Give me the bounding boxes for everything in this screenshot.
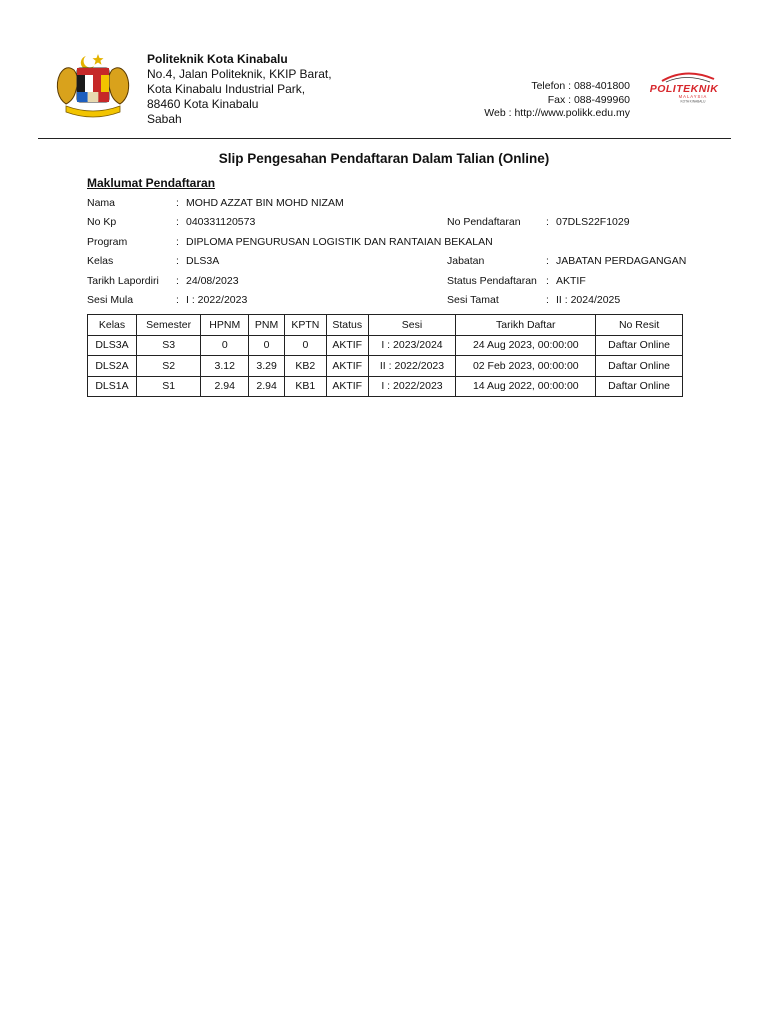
table-cell: AKTIF [326, 376, 368, 397]
logo-subtitle: MALAYSIA [678, 94, 708, 99]
table-cell: Daftar Online [596, 356, 683, 377]
semester-history-table [87, 314, 683, 397]
table-cell: S2 [136, 356, 200, 377]
value-tarikh-lapordiri: 24/08/2023 [186, 275, 239, 287]
table-header-row [88, 315, 683, 336]
colon: : [546, 275, 549, 287]
institution-address [147, 52, 332, 127]
column-header: HPNM [201, 315, 249, 336]
label-no-kp: No Kp [87, 216, 117, 228]
table-cell: 2.94 [201, 376, 249, 397]
logo-subtitle-2: KOTA KINABALU [680, 99, 706, 104]
table-cell: 0 [249, 335, 285, 356]
colon: : [546, 294, 549, 306]
value-nama: MOHD AZZAT BIN MOHD NIZAM [186, 197, 344, 209]
table-cell: 24 Aug 2023, 00:00:00 [456, 335, 596, 356]
label-program: Program [87, 236, 128, 248]
column-header: Status [326, 315, 368, 336]
colon: : [176, 197, 179, 209]
label-sesi-mula: Sesi Mula [87, 294, 134, 306]
colon: : [546, 216, 549, 228]
table-cell: AKTIF [326, 356, 368, 377]
table-cell: DLS1A [88, 376, 137, 397]
address-line: Sabah [147, 112, 182, 126]
table-cell: KB1 [284, 376, 326, 397]
table-cell: Daftar Online [596, 376, 683, 397]
telephone: Telefon : 088-401800 [531, 80, 630, 92]
table-cell: S1 [136, 376, 200, 397]
column-header: Tarikh Daftar [456, 315, 596, 336]
table-cell: 0 [201, 335, 249, 356]
value-sesi-tamat: II : 2024/2025 [556, 294, 621, 306]
colon: : [176, 255, 179, 267]
table-row [88, 335, 683, 356]
table-cell: DLS2A [88, 356, 137, 377]
column-header: PNM [249, 315, 285, 336]
table-cell: II : 2022/2023 [368, 356, 456, 377]
institution-name: Politeknik Kota Kinabalu [147, 52, 288, 66]
table-cell: I : 2023/2024 [368, 335, 456, 356]
fax: Fax : 088-499960 [547, 93, 630, 106]
table-cell: 3.12 [201, 356, 249, 377]
value-jabatan: JABATAN PERDAGANGAN [556, 255, 687, 267]
value-kelas: DLS3A [186, 255, 220, 267]
label-jabatan: Jabatan [447, 255, 485, 267]
value-program: DIPLOMA PENGURUSAN LOGISTIK DAN RANTAIAN BEKALAN [186, 236, 493, 248]
coat-of-arms-icon [52, 50, 134, 118]
address-line: No.4, Jalan Politeknik, KKIP Barat, [147, 67, 332, 81]
table-cell: DLS3A [88, 335, 137, 356]
column-header: Sesi [368, 315, 456, 336]
table-cell: I : 2022/2023 [368, 376, 456, 397]
logo-word: POLITEKNIK [649, 83, 719, 95]
table-row [88, 356, 683, 377]
table-cell: 3.29 [249, 356, 285, 377]
website: Web : http://www.polikk.edu.my [484, 107, 630, 119]
address-line: 88460 Kota Kinabalu [147, 97, 259, 111]
value-no-kp: 040331120573 [186, 216, 256, 228]
table-cell: 02 Feb 2023, 00:00:00 [456, 356, 596, 377]
page-title: Slip Pengesahan Pendaftaran Dalam Talian (Online) [218, 151, 550, 166]
table-cell: KB2 [284, 356, 326, 377]
column-header: Semester [136, 315, 200, 336]
letterhead [0, 0, 768, 140]
table-cell: 0 [284, 335, 326, 356]
table-cell: Daftar Online [596, 335, 683, 356]
label-sesi-tamat: Sesi Tamat [447, 294, 499, 306]
label-tarikh-lapordiri: Tarikh Lapordiri [87, 275, 159, 287]
colon: : [546, 255, 549, 267]
value-sesi-mula: I : 2022/2023 [186, 294, 248, 306]
politeknik-logo [640, 70, 728, 104]
table-row [88, 376, 683, 397]
table-cell: 14 Aug 2022, 00:00:00 [456, 376, 596, 397]
label-no-pendaftaran: No Pendaftaran [447, 216, 521, 228]
table-cell: S3 [136, 335, 200, 356]
column-header: No Resit [596, 315, 683, 336]
address-line: Kota Kinabalu Industrial Park, [147, 82, 306, 96]
table-cell: AKTIF [326, 335, 368, 356]
label-nama: Nama [87, 197, 116, 209]
header-divider [38, 138, 731, 139]
value-status-pendaftaran: AKTIF [556, 275, 586, 287]
value-no-pendaftaran: 07DLS22F1029 [556, 216, 630, 228]
colon: : [176, 275, 179, 287]
label-status-pendaftaran: Status Pendaftaran [447, 275, 537, 287]
column-header: KPTN [284, 315, 326, 336]
column-header: Kelas [88, 315, 137, 336]
contact-info [484, 80, 630, 121]
colon: : [176, 236, 179, 248]
section-title: Maklumat Pendaftaran [87, 176, 216, 190]
colon: : [176, 294, 179, 306]
table-cell: 2.94 [249, 376, 285, 397]
colon: : [176, 216, 179, 228]
label-kelas: Kelas [87, 255, 114, 267]
